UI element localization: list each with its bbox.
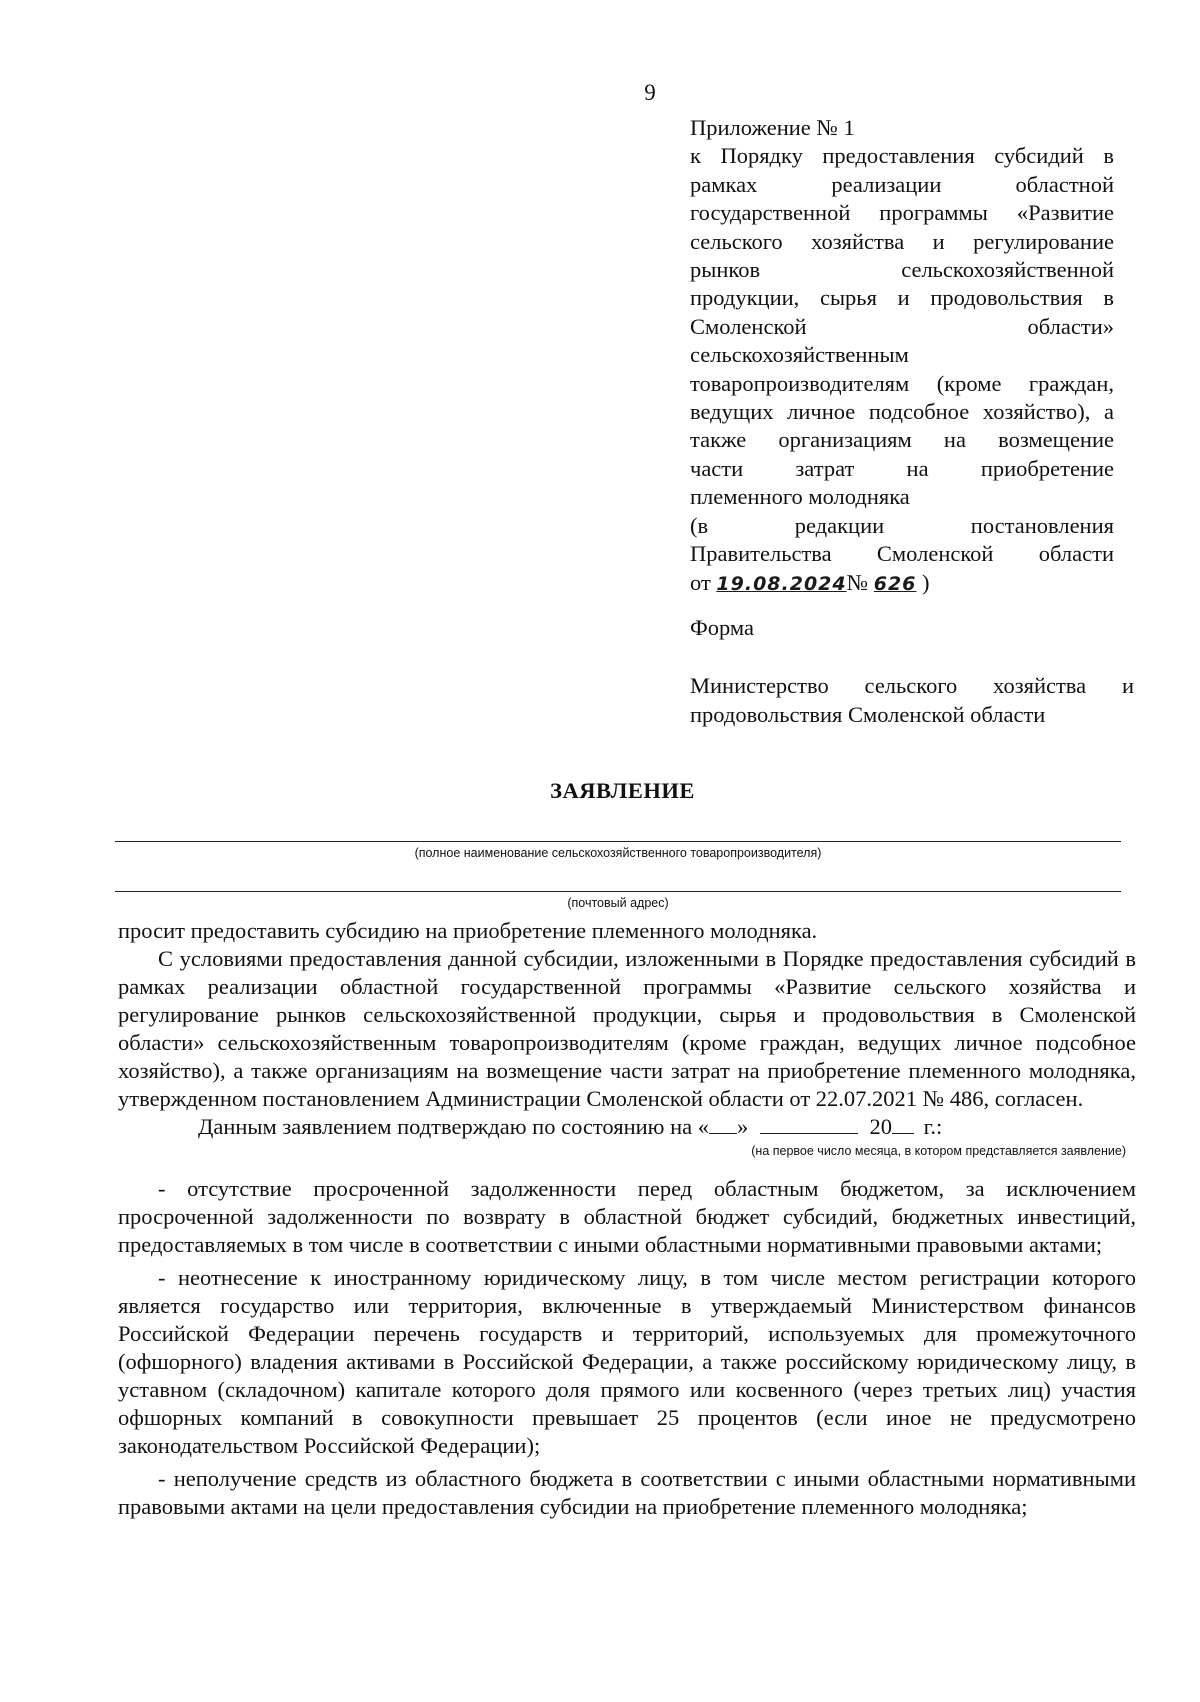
postal-address-fill-line[interactable] [115, 891, 1121, 892]
document-title: ЗАЯВЛЕНИЕ [550, 778, 695, 803]
request-paragraph: просит предоставить субсидию на приобретение племенного молодняка. [118, 918, 818, 943]
handwritten-date: 19.08.2024 [716, 572, 847, 595]
conditions-paragraph: С условиями предоставления данной субсидии, изложенными в Порядке предоставления субсидий в рамках реализации областной государственной программы «Развитие сельского хозяйства и регулирование рынков сельскохозяйственной продукции, сырья и продовольствия в Смоленской области» сельскохозяйственным товаропроизводителям (кроме граждан, ведущих личное подсобное хозяйство), а также организациям на возмещение части затрат на приобретение племенного молодняка, утвержденном постановлением Администрации Смоленской области от 22.07.2021 № 486, согласен. [118, 946, 1136, 1111]
full-name-fill-line[interactable] [115, 841, 1121, 842]
recipient-line-1: Министерство сельского хозяйства и [690, 673, 1134, 698]
appendix-line: части затрат на приобретение [690, 455, 1114, 481]
appendix-line: сельского хозяйства и регулирование [690, 228, 1114, 254]
recipient-block [690, 671, 1134, 729]
appendix-line: рынков сельскохозяйственной [690, 257, 1114, 283]
year-blank[interactable] [892, 1115, 914, 1134]
appendix-line: сельскохозяйственным [690, 342, 909, 368]
form-label: Форма [690, 615, 755, 640]
closing-paren: ) [922, 569, 930, 595]
body-text [118, 917, 1136, 1521]
confirm-date-row [118, 1113, 1136, 1141]
recipient-line-2: продовольствия Смоленской области [690, 702, 1046, 727]
appendix-line: Смоленской области» [690, 313, 1114, 339]
appendix-line: продукции, сырья и продовольствия в [690, 285, 1114, 311]
item-3-paragraph: - неполучение средств из областного бюджета в соответствии с иными областными нормативными правовыми актами на цели предоставления субсидии на приобретение племенного молодняка; [118, 1466, 1136, 1519]
appendix-line: товаропроизводителям (кроме граждан, [690, 370, 1114, 396]
appendix-line: также организациям на возмещение [690, 427, 1114, 453]
confirm-prefix: Данным заявлением подтверждаю по состоянию на « [198, 1114, 709, 1139]
item-1-paragraph: - отсутствие просроченной задолженности перед областным бюджетом, за исключением просроченной задолженности по возврату в областной бюджет субсидий, бюджетных инвестиций, предоставляемых в том числе в соответствии с иными областными нормативными правовыми актами; [118, 1176, 1136, 1257]
day-blank[interactable] [709, 1115, 737, 1134]
appendix-header [690, 114, 1114, 598]
confirm-suffix: г.: [923, 1114, 943, 1139]
appendix-line: (в редакции постановления [690, 512, 1114, 538]
appendix-line: Приложение № 1 [690, 115, 855, 140]
appendix-line: ведущих личное подсобное хозяйство), а [690, 399, 1114, 425]
appendix-lines [690, 114, 1114, 569]
postal-address-caption: (почтовый адрес) [567, 896, 669, 910]
appendix-line: государственной программы «Развитие [690, 200, 1114, 226]
appendix-date-line [690, 569, 1114, 598]
appendix-line: рамках реализации областной [690, 171, 1114, 197]
appendix-line: к Порядку предоставления субсидий в [690, 143, 1114, 169]
month-blank[interactable] [760, 1115, 858, 1134]
appendix-line: племенного молодняка [690, 484, 910, 510]
full-name-caption: (полное наименование сельскохозяйственного товаропроизводителя) [414, 846, 822, 860]
appendix-line: Правительства Смоленской области [690, 541, 1114, 567]
date-caption: (на первое число месяца, в котором представляется заявление) [751, 1144, 1126, 1158]
number-sign: № [846, 569, 869, 595]
confirm-year: 20 [869, 1114, 892, 1139]
handwritten-number: 626 [873, 572, 917, 595]
page-number: 9 [644, 80, 656, 105]
item-2-paragraph: - неотнесение к иностранному юридическому лицу, в том числе местом регистрации которого является государство или территория, включенные в утверждаемый Министерством финансов Российской Федерации перечень государств и территорий, используемых для промежуточного (офшорного) владения активами в Российской Федерации, а также российскому юридическому лицу, в уставном (складочном) капитале которого доля прямого или косвенного (через третьих лиц) участия офшорных компаний в совокупности превышает 25 процентов (если иное не предусмотрено законодательством Российской Федерации); [118, 1265, 1136, 1458]
confirm-quote-close: » [737, 1114, 749, 1139]
date-prefix: от [690, 569, 711, 595]
